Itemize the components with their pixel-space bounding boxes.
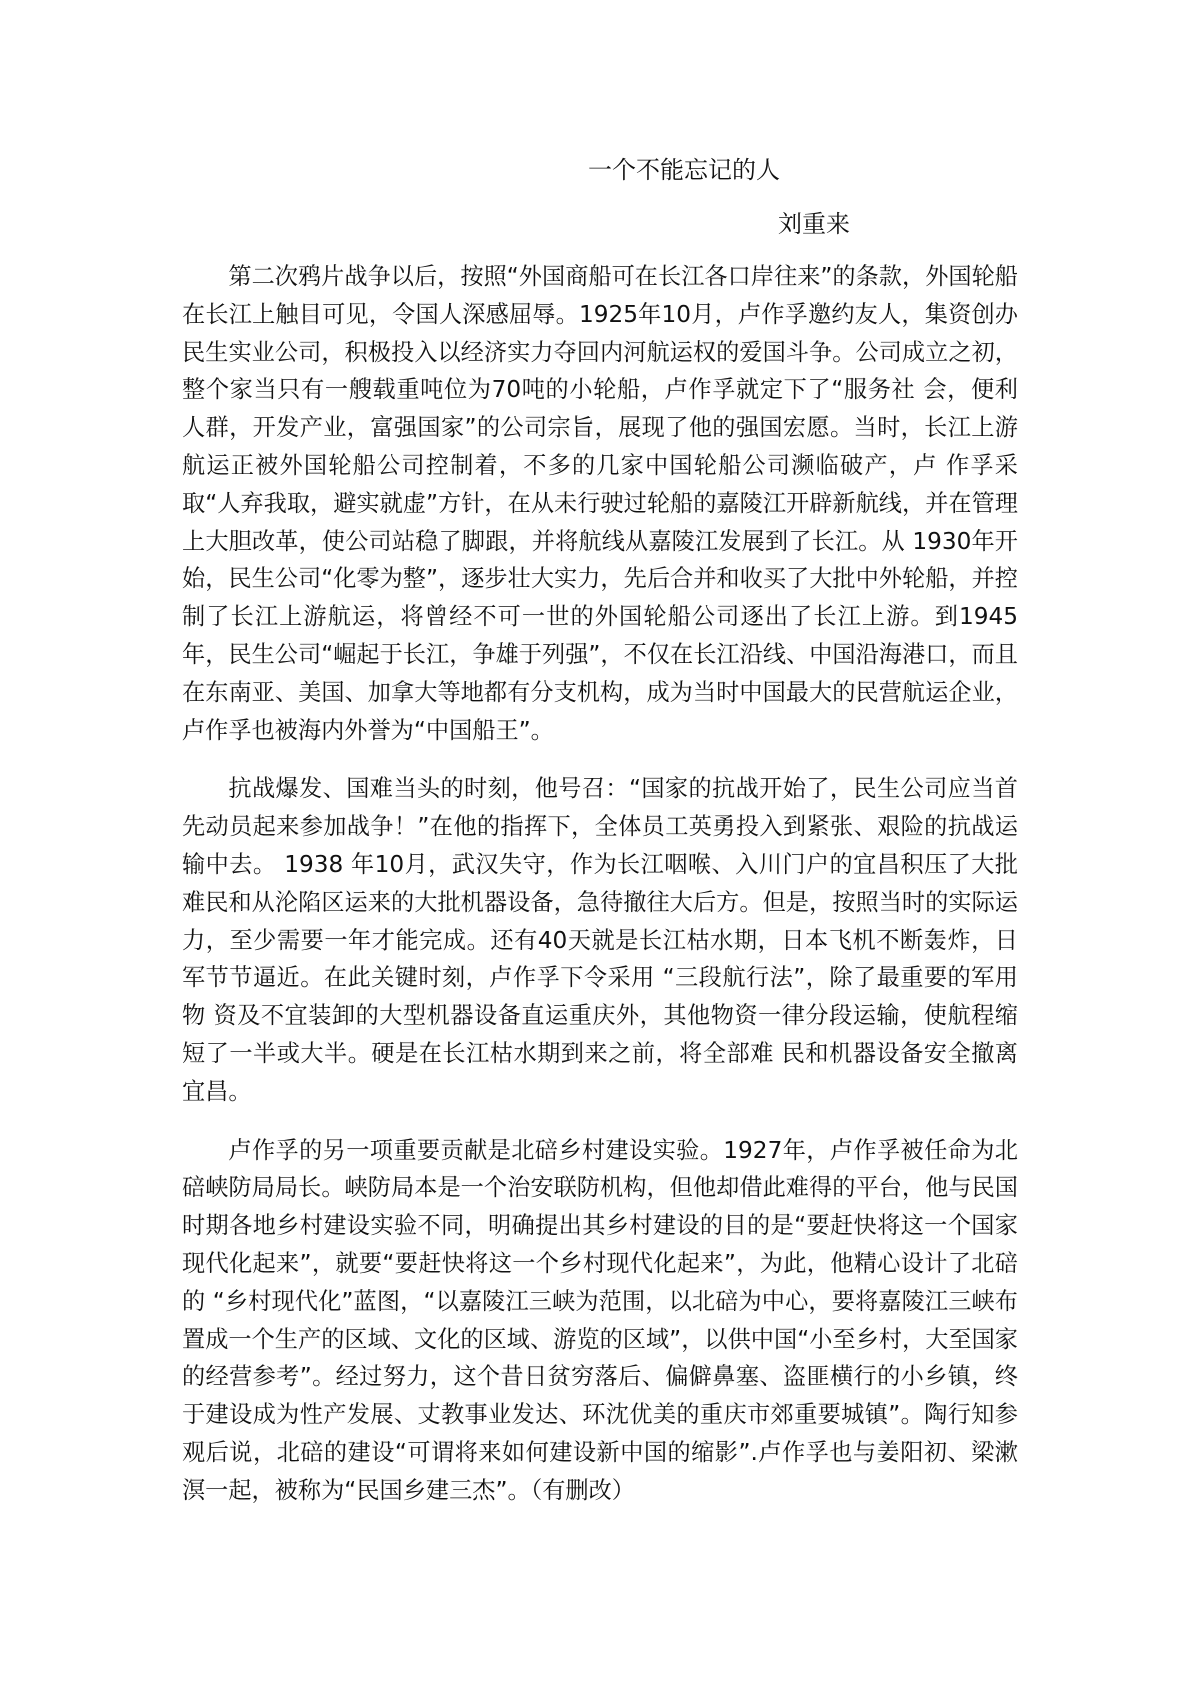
paragraph-1: 第二次鸦片战争以后，按照“外国商船可在长江各口岸往来”的条款，外国轮船在长江上触目可见，令国人深感屈辱。1925年10月，卢作孚邀约友人，集资创办民生实业公司，积极投入以经济实力夺回内河航运权的爱国斗争。公司成立之初，整个家当只有一艘载重吨位为70吨的小轮船，卢作孚就定下了“服务社 会，便利人群，开发产业，富强国家”的公司宗旨，展现了他的强国宏愿。当时，长江上游航运正被外国轮船公司控制着，不多的几家中国轮船公司濒临破产，卢 作孚采取“人弃我取，避实就虚”方针，在从未行驶过轮船的嘉陵江开辟新航线，并在管理上大胆改革，使公司站稳了脚跟，并将航线从嘉陵江发展到了长江。从 1930年开始，民生公司“化零为整”，逐步壮大实力，先后合并和收买了大批中外轮船，并控制了长江上游航运，将曾经不可一世的外国轮船公司逐出了长江上游。到1945年，民生公司“崛起于长江，争雄于列强”，不仅在长江沿线、中国沿海港口，而且在东南亚、美国、加拿大等地都有分支机构，成为当时中国最大的民营航运企业，卢作孚也被海内外誉为“中国船王”。 <box>182 263 1018 744</box>
paragraph-2: 抗战爆发、国难当头的时刻，他号召：“国家的抗战开始了，民生公司应当首先动员起来参加战争！”在他的指挥下，全体员工英勇投入到紧张、艰险的抗战运输中去。 1938 年10月，武汉失守，作为长江咽喉、入川门户的宜昌积压了大批难民和从沦陷区运来的大批机器设备，急待撤往大后方。但是，按照当时的实际运力，至少需要一年才能完成。还有40天就是长江枯水期，日本飞机不断轰炸，日军节节逼近。在此关键时刻，卢作孚下令采用 “三段航行法”，除了最重要的军用物 资及不宜装卸的大型机器设备直运重庆外，其他物资一律分段运输，使航程缩短了一半或大半。硬是在长江枯水期到来之前，将全部难 民和机器设备安全撤离宜昌。 <box>182 775 1018 1105</box>
document-title: 一个不能忘记的人 <box>588 156 780 184</box>
document-body <box>182 258 1018 1531</box>
document-author: 刘重来 <box>778 210 850 238</box>
paragraph-3: 卢作孚的另一项重要贡献是北碚乡村建设实验。1927年，卢作孚被任命为北碚峡防局局长。峡防局本是一个治安联防机构，但他却借此难得的平台，他与民国时期各地乡村建设实验不同，明确提出其乡村建设的目的是“要赶快将这一个国家现代化起来”，就要“要赶快将这一个乡村现代化起来”，为此，他精心设计了北碚的 “乡村现代化”蓝图，“以嘉陵江三峡为范围，以北碚为中心，要将嘉陵江三峡布置成一个生产的区域、文化的区域、游览的区域”，以供中国“小至乡村，大至国家的经营参考”。经过努力，这个昔日贫穷落后、偏僻鼻塞、盗匪横行的小乡镇，终于建设成为性产发展、丈教事业发达、环沈优美的重庆市郊重要城镇”。陶行知参观后说，北碚的建设“可谓将来如何建设新中国的缩影”.卢作孚也与姜阳初、梁漱溟一起，被称为“民国乡建三杰”。（有删改） <box>182 1136 1018 1504</box>
